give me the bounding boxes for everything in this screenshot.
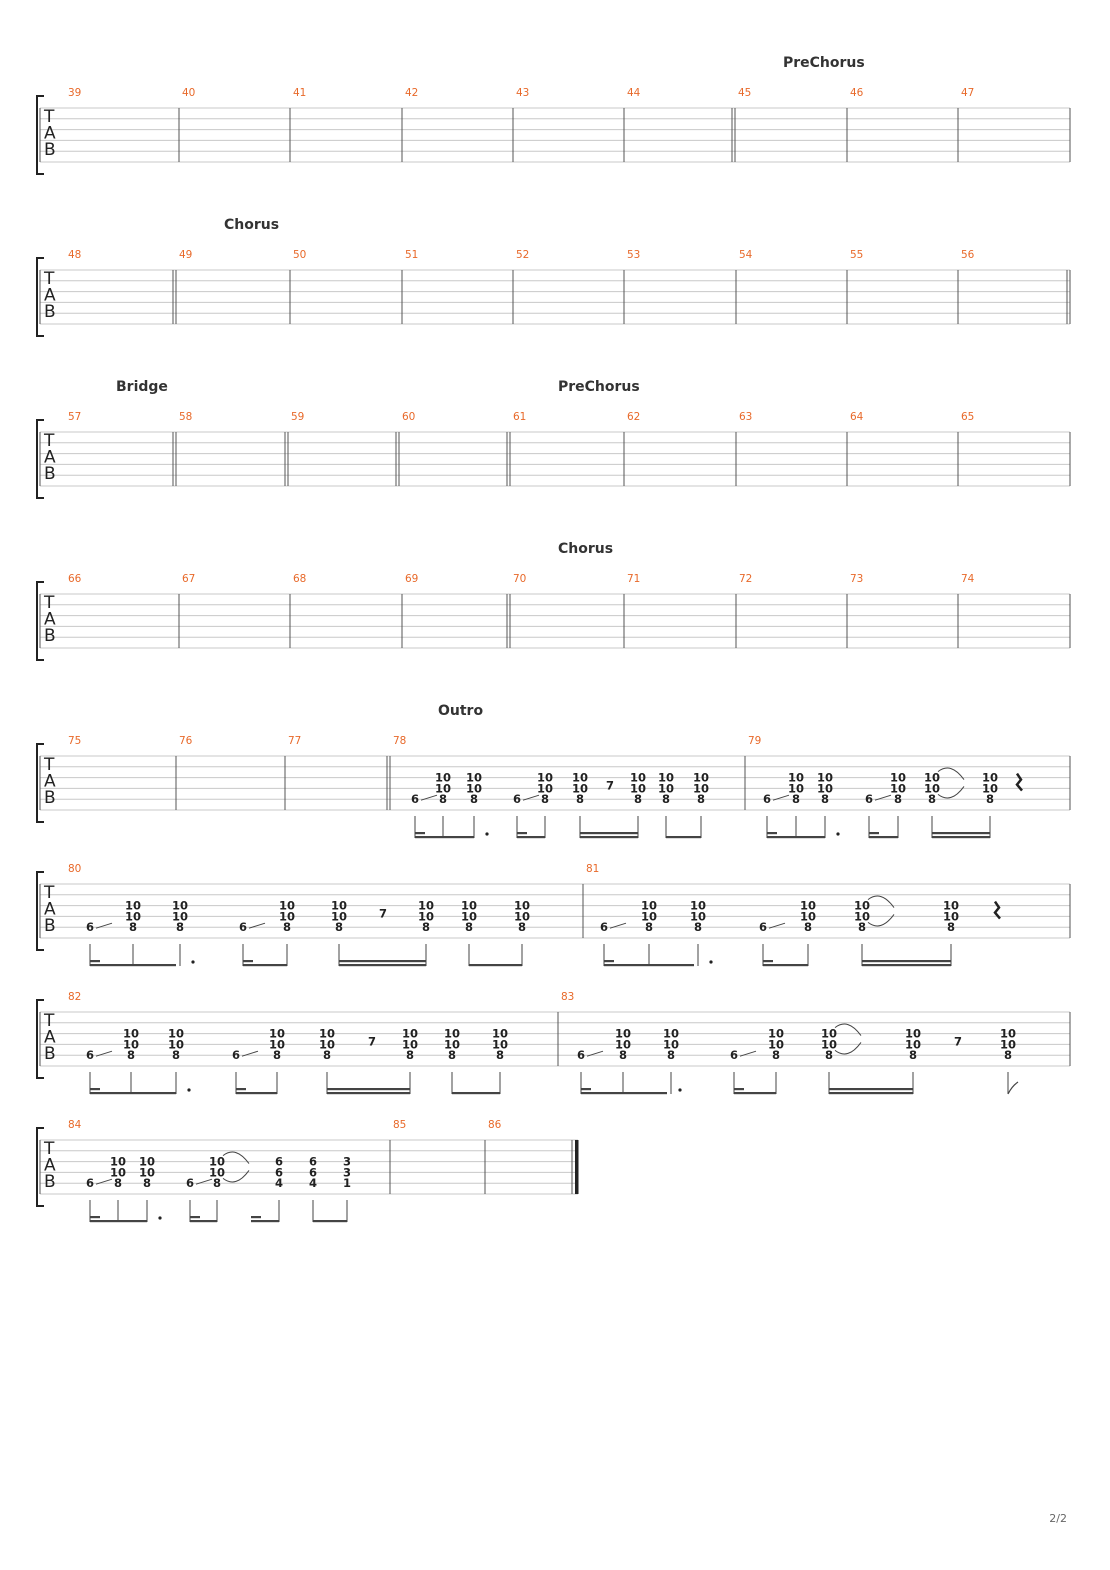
fret-number: 10 <box>640 909 658 924</box>
fret-number: 10 <box>417 898 435 913</box>
fret-number: 8 <box>1003 1048 1013 1063</box>
measure-number: 69 <box>405 573 419 585</box>
fret-number: 10 <box>434 781 452 796</box>
fret-number: 10 <box>124 909 142 924</box>
measure-number: 41 <box>293 87 307 99</box>
beam <box>415 836 474 838</box>
beam <box>469 964 522 966</box>
fret-number: 10 <box>330 909 348 924</box>
measure-number: 62 <box>627 411 641 423</box>
fret-number: 8 <box>517 920 527 935</box>
fret-number: 6 <box>274 1165 284 1180</box>
fret-number: 8 <box>820 792 830 807</box>
fret-number: 10 <box>171 909 189 924</box>
fret-number: 8 <box>171 1048 181 1063</box>
beam <box>581 1092 667 1094</box>
beam <box>90 964 176 966</box>
fret-number: 8 <box>405 1048 415 1063</box>
fret-number: 10 <box>491 1026 509 1041</box>
tab-clef-letter: T <box>44 1011 55 1031</box>
beam <box>767 836 825 838</box>
fret-number: 8 <box>803 920 813 935</box>
fret-number: 8 <box>421 920 431 935</box>
fret-number: 6 <box>308 1165 318 1180</box>
fret-number: 6 <box>85 920 95 935</box>
beam <box>90 1216 100 1218</box>
fret-number: 8 <box>946 920 956 935</box>
beam <box>869 836 898 838</box>
rest-symbol: 7 <box>606 778 615 793</box>
beam <box>932 832 990 834</box>
fret-number: 6 <box>185 1176 195 1191</box>
fret-number: 10 <box>889 770 907 785</box>
fret-number: 10 <box>853 909 871 924</box>
fret-number: 8 <box>128 920 138 935</box>
beam <box>932 836 990 838</box>
hairpin <box>835 1024 861 1054</box>
tab-clef-letter: T <box>44 593 55 613</box>
measure-number: 81 <box>586 863 600 875</box>
fret-number: 10 <box>465 770 483 785</box>
fret-number: 10 <box>999 1026 1017 1041</box>
fret-number: 8 <box>464 920 474 935</box>
measure-number: 39 <box>68 87 82 99</box>
measure-number: 68 <box>293 573 307 585</box>
fret-number: 10 <box>820 1026 838 1041</box>
fret-number: 10 <box>692 781 710 796</box>
fret-number: 10 <box>536 781 554 796</box>
fret-number: 10 <box>629 770 647 785</box>
tab-clef-letter: T <box>44 1139 55 1159</box>
fret-number: 10 <box>820 1037 838 1052</box>
tab-clef-letter: B <box>44 464 56 484</box>
beam <box>236 1092 277 1094</box>
measure-number: 65 <box>961 411 975 423</box>
section-label: Bridge <box>116 379 168 395</box>
fret-number: 8 <box>644 920 654 935</box>
fret-number: 10 <box>767 1026 785 1041</box>
dot <box>187 1088 190 1091</box>
fret-number: 8 <box>438 792 448 807</box>
measure-number: 85 <box>393 1119 407 1131</box>
dot <box>678 1088 681 1091</box>
fret-number: 8 <box>696 792 706 807</box>
tab-clef-letter: A <box>44 609 56 630</box>
fret-number: 6 <box>308 1154 318 1169</box>
fret-number: 10 <box>571 770 589 785</box>
fret-number: 10 <box>799 898 817 913</box>
fret-number: 10 <box>904 1026 922 1041</box>
fret-number: 10 <box>942 909 960 924</box>
fret-number: 10 <box>443 1026 461 1041</box>
beam <box>313 1220 347 1222</box>
tab-clef-letter: B <box>44 788 56 808</box>
fret-number: 10 <box>662 1037 680 1052</box>
fret-number: 6 <box>410 792 420 807</box>
fret-number: 10 <box>318 1037 336 1052</box>
fret-number: 10 <box>689 909 707 924</box>
beam <box>236 1088 246 1090</box>
measure-number: 50 <box>293 249 307 261</box>
fret-number: 10 <box>999 1037 1017 1052</box>
fret-number: 10 <box>417 909 435 924</box>
beam <box>90 960 100 962</box>
fret-number: 10 <box>460 898 478 913</box>
fret-number: 10 <box>330 898 348 913</box>
measure-number: 75 <box>68 735 82 747</box>
fret-number: 10 <box>434 770 452 785</box>
beam <box>243 964 287 966</box>
dot <box>709 960 712 963</box>
fret-number: 10 <box>138 1165 156 1180</box>
fret-number: 8 <box>666 1048 676 1063</box>
beam <box>829 1092 913 1094</box>
fret-number: 8 <box>791 792 801 807</box>
tab-clef-letter: A <box>44 447 56 468</box>
measure-number: 60 <box>402 411 416 423</box>
tab-system-2 <box>37 217 1070 336</box>
beam <box>767 832 777 834</box>
fret-number: 6 <box>599 920 609 935</box>
fret-number: 10 <box>816 770 834 785</box>
beam <box>90 1092 176 1094</box>
beam <box>734 1088 744 1090</box>
measure-number: 67 <box>182 573 196 585</box>
fret-number: 6 <box>238 920 248 935</box>
fret-number: 8 <box>985 792 995 807</box>
fret-number: 10 <box>513 909 531 924</box>
tab-clef-letter: T <box>44 883 55 903</box>
tab-clef-letter: A <box>44 1155 56 1176</box>
fret-number: 10 <box>904 1037 922 1052</box>
measure-number: 73 <box>850 573 864 585</box>
measure-number: 48 <box>68 249 82 261</box>
beam <box>829 1088 913 1090</box>
fret-number: 10 <box>278 898 296 913</box>
measure-number: 51 <box>405 249 419 261</box>
tab-clef-letter: B <box>44 1044 56 1064</box>
dot <box>158 1216 161 1219</box>
tab-clef-letter: T <box>44 269 55 289</box>
fret-number: 10 <box>981 781 999 796</box>
measure-number: 64 <box>850 411 864 423</box>
fret-number: 3 <box>342 1154 352 1169</box>
measure-number: 74 <box>961 573 975 585</box>
fret-number: 10 <box>122 1026 140 1041</box>
tab-clef-letter: T <box>44 107 55 127</box>
fret-number: 10 <box>629 781 647 796</box>
fret-number: 6 <box>231 1048 241 1063</box>
fret-number: 10 <box>889 781 907 796</box>
measure-number: 40 <box>182 87 196 99</box>
fret-number: 8 <box>212 1176 222 1191</box>
measure-number: 86 <box>488 1119 502 1131</box>
beam <box>339 960 426 962</box>
tab-clef-letter: B <box>44 302 56 322</box>
fret-number: 8 <box>113 1176 123 1191</box>
measure-number: 79 <box>748 735 762 747</box>
fret-number: 10 <box>614 1026 632 1041</box>
fret-number: 6 <box>512 792 522 807</box>
fret-number: 8 <box>469 792 479 807</box>
beam <box>666 836 701 838</box>
tab-clef-letter: B <box>44 626 56 646</box>
fret-number: 10 <box>443 1037 461 1052</box>
beam <box>190 1220 217 1222</box>
hairpin <box>223 1152 249 1182</box>
beam <box>517 836 545 838</box>
beam <box>243 960 253 962</box>
fret-number: 10 <box>109 1154 127 1169</box>
rest-symbol: 7 <box>379 906 388 921</box>
measure-number: 83 <box>561 991 575 1003</box>
tab-clef-letter: B <box>44 140 56 160</box>
fret-number: 8 <box>927 792 937 807</box>
tab-clef-letter: B <box>44 916 56 936</box>
measure-number: 52 <box>516 249 530 261</box>
tab-clef-letter: B <box>44 1172 56 1192</box>
hairpin <box>938 768 964 798</box>
tab-clef-letter: A <box>44 771 56 792</box>
fret-number: 10 <box>923 770 941 785</box>
fret-number: 1 <box>342 1176 352 1191</box>
beam <box>517 832 527 834</box>
beam <box>580 832 638 834</box>
rest-symbol: 7 <box>368 1034 377 1049</box>
measure-number: 43 <box>516 87 530 99</box>
beam <box>581 1088 591 1090</box>
beam <box>251 1220 279 1222</box>
measure-number: 58 <box>179 411 193 423</box>
fret-number: 10 <box>167 1026 185 1041</box>
rest-symbol: 7 <box>954 1034 963 1049</box>
measure-number: 45 <box>738 87 752 99</box>
beam <box>763 964 808 966</box>
fret-number: 10 <box>124 898 142 913</box>
fret-number: 8 <box>575 792 585 807</box>
beam <box>869 832 879 834</box>
fret-number: 10 <box>799 909 817 924</box>
fret-number: 6 <box>762 792 772 807</box>
measure-number: 55 <box>850 249 864 261</box>
beam <box>452 1092 500 1094</box>
measure-number: 57 <box>68 411 82 423</box>
fret-number: 8 <box>447 1048 457 1063</box>
measure-number: 49 <box>179 249 193 261</box>
beam <box>90 1088 100 1090</box>
tab-system-6 <box>37 863 1070 950</box>
tab-clef-letter: A <box>44 285 56 306</box>
fret-number: 10 <box>491 1037 509 1052</box>
measure-number: 84 <box>68 1119 82 1131</box>
fret-number: 8 <box>693 920 703 935</box>
fret-number: 8 <box>857 920 867 935</box>
tab-system-4 <box>37 541 1070 660</box>
fret-number: 10 <box>138 1154 156 1169</box>
measure-number: 82 <box>68 991 82 1003</box>
fret-number: 8 <box>495 1048 505 1063</box>
fret-number: 10 <box>167 1037 185 1052</box>
measure-number: 77 <box>288 735 302 747</box>
tab-clef-letter: A <box>44 123 56 144</box>
fret-number: 6 <box>729 1048 739 1063</box>
beam <box>90 1220 147 1222</box>
measure-number: 80 <box>68 863 82 875</box>
fret-number: 10 <box>318 1026 336 1041</box>
fret-number: 10 <box>614 1037 632 1052</box>
fret-number: 8 <box>661 792 671 807</box>
tab-system-5 <box>37 703 1070 822</box>
fret-number: 4 <box>274 1176 284 1191</box>
fret-number: 10 <box>787 770 805 785</box>
tab-system-3 <box>37 379 1070 498</box>
beam <box>604 964 694 966</box>
fret-number: 8 <box>272 1048 282 1063</box>
beam <box>339 964 426 966</box>
section-label: Outro <box>438 703 484 719</box>
fret-number: 8 <box>633 792 643 807</box>
fret-number: 10 <box>571 781 589 796</box>
beam <box>734 1092 776 1094</box>
fret-number: 10 <box>460 909 478 924</box>
fret-number: 10 <box>268 1026 286 1041</box>
fret-number: 8 <box>771 1048 781 1063</box>
beam <box>862 964 951 966</box>
fret-number: 10 <box>401 1026 419 1041</box>
fret-number: 8 <box>618 1048 628 1063</box>
measure-number: 46 <box>850 87 864 99</box>
fret-number: 8 <box>142 1176 152 1191</box>
fret-number: 10 <box>513 898 531 913</box>
fret-number: 6 <box>85 1176 95 1191</box>
fret-number: 10 <box>662 1026 680 1041</box>
beam <box>604 960 614 962</box>
section-label: Chorus <box>558 541 614 557</box>
beam <box>763 960 773 962</box>
tab-system-1 <box>37 55 1070 174</box>
page-number: 2/2 <box>1049 1512 1067 1525</box>
fret-number: 6 <box>85 1048 95 1063</box>
fret-number: 10 <box>465 781 483 796</box>
fret-number: 10 <box>692 770 710 785</box>
fret-number: 6 <box>576 1048 586 1063</box>
section-label: Chorus <box>224 217 280 233</box>
measure-number: 59 <box>291 411 305 423</box>
dot <box>191 960 194 963</box>
measure-number: 71 <box>627 573 641 585</box>
fret-number: 10 <box>208 1154 226 1169</box>
fret-number: 10 <box>787 781 805 796</box>
measure-number: 42 <box>405 87 419 99</box>
measure-number: 61 <box>513 411 527 423</box>
fret-number: 10 <box>401 1037 419 1052</box>
beam <box>580 836 638 838</box>
tab-clef-letter: T <box>44 431 55 451</box>
fret-number: 10 <box>942 898 960 913</box>
measure-number: 72 <box>739 573 753 585</box>
fret-number: 10 <box>171 898 189 913</box>
beam <box>415 832 425 834</box>
fret-number: 10 <box>268 1037 286 1052</box>
fret-number: 10 <box>536 770 554 785</box>
fret-number: 10 <box>208 1165 226 1180</box>
fret-number: 10 <box>981 770 999 785</box>
fret-number: 8 <box>322 1048 332 1063</box>
fret-number: 10 <box>767 1037 785 1052</box>
dot <box>485 832 488 835</box>
measure-number: 47 <box>961 87 975 99</box>
measure-number: 76 <box>179 735 193 747</box>
fret-number: 10 <box>657 770 675 785</box>
fret-number: 10 <box>923 781 941 796</box>
beam <box>862 960 951 962</box>
fret-number: 8 <box>893 792 903 807</box>
beam <box>327 1092 410 1094</box>
fret-number: 6 <box>274 1154 284 1169</box>
dot <box>836 832 839 835</box>
fret-number: 10 <box>689 898 707 913</box>
measure-number: 63 <box>739 411 753 423</box>
fret-number: 8 <box>334 920 344 935</box>
fret-number: 6 <box>758 920 768 935</box>
final-barline <box>575 1140 579 1194</box>
fret-number: 10 <box>816 781 834 796</box>
tab-clef-letter: T <box>44 755 55 775</box>
fret-number: 8 <box>282 920 292 935</box>
fret-number: 3 <box>342 1165 352 1180</box>
fret-number: 10 <box>853 898 871 913</box>
beam <box>327 1088 410 1090</box>
hairpin <box>868 896 894 926</box>
fret-number: 8 <box>175 920 185 935</box>
fret-number: 10 <box>657 781 675 796</box>
fret-number: 10 <box>109 1165 127 1180</box>
fret-number: 4 <box>308 1176 318 1191</box>
outro-notation <box>86 768 1022 1222</box>
section-label: PreChorus <box>558 379 640 395</box>
fret-number: 8 <box>824 1048 834 1063</box>
fret-number: 8 <box>908 1048 918 1063</box>
fret-number: 10 <box>278 909 296 924</box>
measure-number: 56 <box>961 249 975 261</box>
note-flag <box>1008 1082 1018 1094</box>
fret-number: 8 <box>540 792 550 807</box>
tab-clef-letter: A <box>44 1027 56 1048</box>
tab-clef-letter: A <box>44 899 56 920</box>
section-label: PreChorus <box>783 55 865 71</box>
beam <box>190 1216 200 1218</box>
measure-number: 54 <box>739 249 753 261</box>
measure-number: 53 <box>627 249 641 261</box>
fret-number: 8 <box>126 1048 136 1063</box>
measure-number: 70 <box>513 573 527 585</box>
beam <box>251 1216 261 1218</box>
measure-number: 66 <box>68 573 82 585</box>
measure-number: 78 <box>393 735 407 747</box>
fret-number: 10 <box>122 1037 140 1052</box>
measure-number: 44 <box>627 87 641 99</box>
fret-number: 10 <box>640 898 658 913</box>
fret-number: 6 <box>864 792 874 807</box>
